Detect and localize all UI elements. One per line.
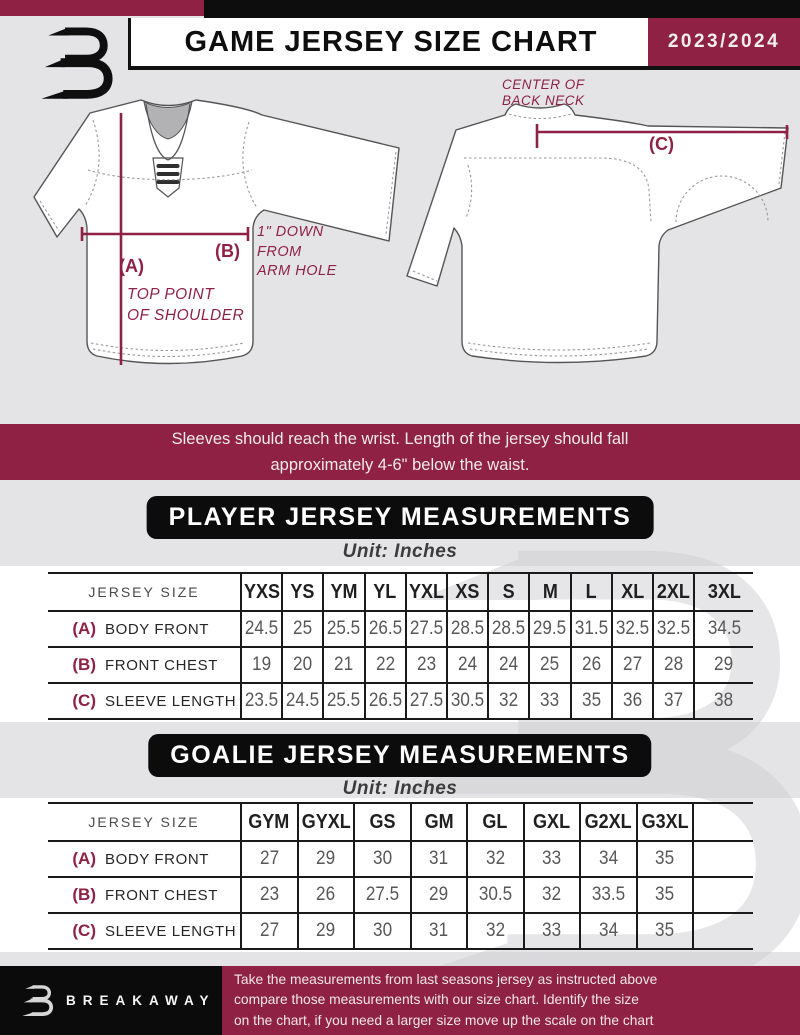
size-column-header: 2XL xyxy=(652,574,693,612)
size-column-header: S xyxy=(487,574,528,612)
brand-wordmark: BREAKAWAY xyxy=(66,993,216,1008)
measurement-value-cell: 32 xyxy=(523,878,580,914)
measurement-value-cell: 35 xyxy=(636,842,693,878)
measurement-value-cell: 27.5 xyxy=(405,684,446,720)
measurement-value-cell: 33.5 xyxy=(579,878,636,914)
measurement-row-label: (C) SLEEVE LENGTH xyxy=(48,684,240,720)
measurement-value-cell: 25.5 xyxy=(322,612,363,648)
measurement-value-cell: 26 xyxy=(297,878,354,914)
measurement-value-cell: 27 xyxy=(611,648,652,684)
measurement-value-cell: 35 xyxy=(570,684,611,720)
goalie-unit-label: Unit: Inches xyxy=(342,778,458,799)
measurement-value-cell: 38 xyxy=(693,684,753,720)
size-column-header: L xyxy=(570,574,611,612)
measurement-value-cell: 28.5 xyxy=(446,612,487,648)
back-jersey-diagram xyxy=(407,104,788,363)
player-unit-label: Unit: Inches xyxy=(342,541,458,562)
measurement-value-cell: 24.5 xyxy=(240,612,281,648)
measurement-value-cell: 23 xyxy=(405,648,446,684)
measure-c-label: (C) xyxy=(649,134,674,154)
measurement-value-cell: 32 xyxy=(466,842,523,878)
goalie-section-header xyxy=(148,734,651,777)
measure-a-label: (A) xyxy=(119,256,144,276)
season-badge xyxy=(648,18,800,66)
measurement-row-label: (B) FRONT CHEST xyxy=(48,648,240,684)
measurement-value-cell: 25 xyxy=(528,648,569,684)
measurement-value-cell: 34 xyxy=(579,842,636,878)
measurement-value-cell: 33 xyxy=(523,842,580,878)
size-column-header: G2XL xyxy=(579,804,636,842)
jersey-size-header: JERSEY SIZE xyxy=(48,574,240,612)
measurement-value-cell: 31 xyxy=(410,914,467,950)
header-black-strip xyxy=(204,0,800,18)
measurement-value-cell: 30 xyxy=(353,842,410,878)
measurement-value-cell: 22 xyxy=(364,648,405,684)
measurement-value-cell: 31.5 xyxy=(570,612,611,648)
measurement-value-cell: 24.5 xyxy=(281,684,322,720)
measurement-value-cell: 36 xyxy=(611,684,652,720)
measurement-value-cell: 26.5 xyxy=(364,684,405,720)
empty-column-cell xyxy=(692,842,753,878)
footer-note-line2: compare those measurements with our size chart. Identify the size xyxy=(234,992,639,1008)
goalie-section-title: GOALIE JERSEY MEASUREMENTS xyxy=(170,741,630,769)
size-column-header: M xyxy=(528,574,569,612)
jersey-diagrams xyxy=(0,70,800,430)
season-label: 2023/2024 xyxy=(667,31,781,52)
measurement-value-cell: 35 xyxy=(636,878,693,914)
measurement-value-cell: 19 xyxy=(240,648,281,684)
measurement-value-cell: 29.5 xyxy=(528,612,569,648)
measurement-value-cell: 32.5 xyxy=(611,612,652,648)
size-column-header: GS xyxy=(353,804,410,842)
page-title: GAME JERSEY SIZE CHART xyxy=(184,25,598,58)
footer-note-line1: Take the measurements from last seasons jersey as instructed above xyxy=(234,971,658,987)
measurement-value-cell: 29 xyxy=(297,842,354,878)
measurement-row-label: (A) BODY FRONT xyxy=(48,842,240,878)
goalie-size-table xyxy=(48,802,753,950)
size-column-header: YM xyxy=(322,574,363,612)
measurement-value-cell: 25.5 xyxy=(322,684,363,720)
empty-column-cell xyxy=(692,914,753,950)
size-column-header: YXS xyxy=(240,574,281,612)
player-size-table xyxy=(48,572,753,720)
measurement-value-cell: 26.5 xyxy=(364,612,405,648)
empty-column-cell xyxy=(692,878,753,914)
measure-b-label: (B) xyxy=(215,241,240,261)
footer-note-block xyxy=(222,966,800,1035)
measurement-value-cell: 21 xyxy=(322,648,363,684)
fit-note-banner xyxy=(0,424,800,480)
measure-a-caption: TOP POINT OF SHOULDER xyxy=(127,286,245,324)
measure-b-caption: 1" DOWN FROM ARM HOLE xyxy=(257,224,337,279)
breakaway-footer-logo-icon xyxy=(20,982,58,1020)
jersey-size-header: JERSEY SIZE xyxy=(48,804,240,842)
measurement-value-cell: 27.5 xyxy=(353,878,410,914)
size-column-header: 3XL xyxy=(693,574,753,612)
measurement-row-label: (B) FRONT CHEST xyxy=(48,878,240,914)
measurement-row-label: (A) BODY FRONT xyxy=(48,612,240,648)
size-column-header: GYM xyxy=(240,804,297,842)
measurement-value-cell: 32.5 xyxy=(652,612,693,648)
size-column-header: YXL xyxy=(405,574,446,612)
measurement-value-cell: 37 xyxy=(652,684,693,720)
measurement-value-cell: 23 xyxy=(240,878,297,914)
measurement-value-cell: 28.5 xyxy=(487,612,528,648)
measurement-value-cell: 32 xyxy=(487,684,528,720)
size-column-header: YS xyxy=(281,574,322,612)
measurement-value-cell: 35 xyxy=(636,914,693,950)
size-column-header: GXL xyxy=(523,804,580,842)
measurement-value-cell: 30 xyxy=(353,914,410,950)
size-column-header: XL xyxy=(611,574,652,612)
measurement-value-cell: 28 xyxy=(652,648,693,684)
measurement-value-cell: 23.5 xyxy=(240,684,281,720)
title-bar xyxy=(128,18,651,66)
measurement-value-cell: 26 xyxy=(570,648,611,684)
measurement-value-cell: 32 xyxy=(466,914,523,950)
size-column-header: YL xyxy=(364,574,405,612)
measurement-value-cell: 27.5 xyxy=(405,612,446,648)
size-column-header: GL xyxy=(466,804,523,842)
measurement-value-cell: 33 xyxy=(528,684,569,720)
measurement-value-cell: 30.5 xyxy=(466,878,523,914)
measurement-value-cell: 20 xyxy=(281,648,322,684)
measurement-value-cell: 29 xyxy=(410,878,467,914)
measurement-value-cell: 24 xyxy=(487,648,528,684)
fit-note-line1: Sleeves should reach the wrist. Length of the jersey should fall xyxy=(171,430,629,448)
player-section-title: PLAYER JERSEY MEASUREMENTS xyxy=(168,503,632,531)
measurement-value-cell: 34 xyxy=(579,914,636,950)
measurement-value-cell: 31 xyxy=(410,842,467,878)
center-back-neck-caption: CENTER OF BACK NECK xyxy=(502,77,585,108)
measurement-row-label: (C) SLEEVE LENGTH xyxy=(48,914,240,950)
player-section-header xyxy=(147,496,654,539)
size-column-header: XS xyxy=(446,574,487,612)
measurement-value-cell: 29 xyxy=(297,914,354,950)
measurement-value-cell: 27 xyxy=(240,914,297,950)
measurement-value-cell: 30.5 xyxy=(446,684,487,720)
size-column-header: GYXL xyxy=(297,804,354,842)
size-column-header: GM xyxy=(410,804,467,842)
size-column-header: G3XL xyxy=(636,804,693,842)
header-maroon-strip xyxy=(0,0,204,16)
measurement-value-cell: 27 xyxy=(240,842,297,878)
measurement-value-cell: 34.5 xyxy=(693,612,753,648)
empty-column-cell xyxy=(692,804,753,842)
measurement-value-cell: 29 xyxy=(693,648,753,684)
measurement-value-cell: 24 xyxy=(446,648,487,684)
footer-note-line3: on the chart, if you need a larger size move up the scale on the chart xyxy=(234,1012,654,1028)
measurement-value-cell: 33 xyxy=(523,914,580,950)
fit-note-line2: approximately 4-6" below the waist. xyxy=(270,456,530,474)
measurement-value-cell: 25 xyxy=(281,612,322,648)
